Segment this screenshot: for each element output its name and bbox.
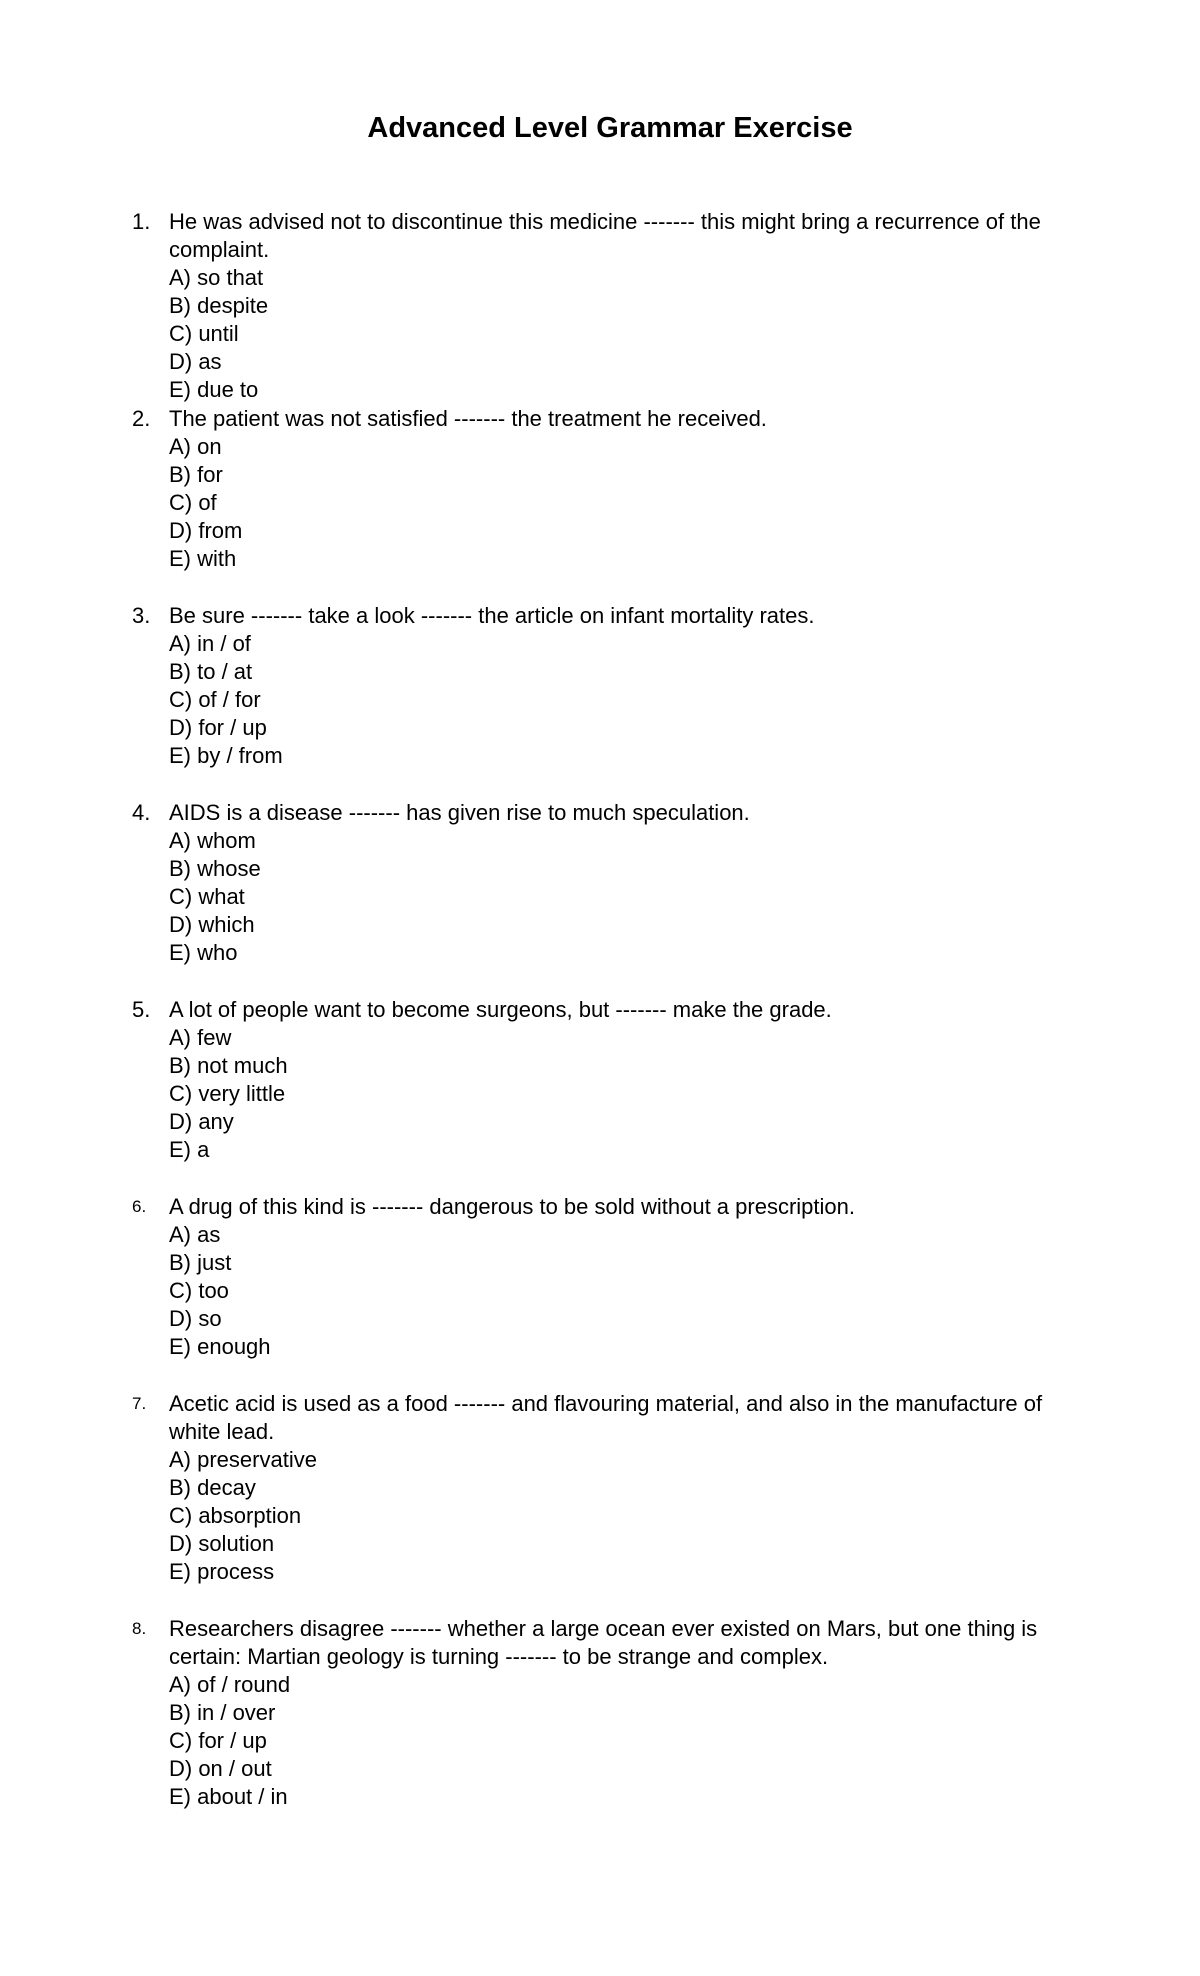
question-number: 1. xyxy=(132,209,151,234)
page-title: Advanced Level Grammar Exercise xyxy=(367,112,853,144)
answer-options xyxy=(169,1446,1079,1586)
question-text: The patient was not satisfied ------- the treatment he received. xyxy=(169,406,767,431)
answer-option-d: D) on / out xyxy=(169,1756,272,1781)
answer-option-e: E) a xyxy=(169,1137,210,1162)
answer-option-e: E) due to xyxy=(169,377,259,402)
answer-option-a: A) as xyxy=(169,1222,221,1247)
answer-option-a: A) on xyxy=(169,434,222,459)
answer-option-d: D) which xyxy=(169,912,255,937)
question-number: 2. xyxy=(132,406,151,431)
answer-options xyxy=(169,1221,1079,1361)
question-number: 8. xyxy=(132,1619,147,1638)
answer-options xyxy=(169,827,1079,967)
answer-option-c: C) too xyxy=(169,1278,229,1303)
answer-option-b: B) whose xyxy=(169,856,261,881)
answer-option-d: D) for / up xyxy=(169,715,267,740)
answer-option-d: D) any xyxy=(169,1109,234,1134)
answer-option-a: A) whom xyxy=(169,828,256,853)
answer-option-a: A) in / of xyxy=(169,631,251,656)
answer-option-c: C) until xyxy=(169,321,239,346)
answer-options xyxy=(169,1024,1079,1164)
answer-option-b: B) not much xyxy=(169,1053,288,1078)
question-text: Acetic acid is used as a food ------- and flavouring material, and also in the manufacture of white lead. xyxy=(169,1391,1043,1444)
question-text: A drug of this kind is ------- dangerous to be sold without a prescription. xyxy=(169,1194,855,1219)
answer-option-e: E) who xyxy=(169,940,238,965)
answer-option-c: C) of / for xyxy=(169,687,261,712)
answer-option-e: E) with xyxy=(169,546,237,571)
question-number: 7. xyxy=(132,1394,147,1413)
answer-option-d: D) so xyxy=(169,1306,222,1331)
question-number: 6. xyxy=(132,1197,147,1216)
answer-option-c: C) absorption xyxy=(169,1503,302,1528)
question-number: 5. xyxy=(132,997,151,1022)
answer-option-b: B) just xyxy=(169,1250,232,1275)
answer-option-d: D) from xyxy=(169,518,243,543)
answer-option-a: A) preservative xyxy=(169,1447,317,1472)
answer-option-b: B) decay xyxy=(169,1475,256,1500)
answer-option-c: C) very little xyxy=(169,1081,286,1106)
answer-option-e: E) about / in xyxy=(169,1784,288,1809)
answer-option-b: B) for xyxy=(169,462,223,487)
question-number: 3. xyxy=(132,603,151,628)
answer-option-e: E) enough xyxy=(169,1334,271,1359)
answer-option-a: A) so that xyxy=(169,265,264,290)
question-text: AIDS is a disease ------- has given rise to much speculation. xyxy=(169,800,750,825)
answer-option-b: B) in / over xyxy=(169,1700,276,1725)
answer-option-e: E) by / from xyxy=(169,743,283,768)
question-text: He was advised not to discontinue this medicine ------- this might bring a recurrence of the complaint. xyxy=(169,209,1041,262)
answer-option-c: C) for / up xyxy=(169,1728,267,1753)
answer-option-c: C) of xyxy=(169,490,217,515)
answer-option-b: B) to / at xyxy=(169,659,253,684)
answer-option-d: D) as xyxy=(169,349,222,374)
answer-option-b: B) despite xyxy=(169,293,269,318)
answer-options xyxy=(169,433,1079,573)
answer-option-a: A) few xyxy=(169,1025,232,1050)
question-text: A lot of people want to become surgeons, but ------- make the grade. xyxy=(169,997,832,1022)
answer-options xyxy=(169,264,1079,404)
answer-option-c: C) what xyxy=(169,884,245,909)
answer-option-d: D) solution xyxy=(169,1531,275,1556)
answer-option-a: A) of / round xyxy=(169,1672,291,1697)
question-text: Be sure ------- take a look ------- the article on infant mortality rates. xyxy=(169,603,815,628)
answer-options xyxy=(169,1671,1079,1811)
question-text: Researchers disagree ------- whether a large ocean ever existed on Mars, but one thing is certain: Martian geology is turning ------- to be strange and complex. xyxy=(169,1616,1038,1669)
answer-option-e: E) process xyxy=(169,1559,275,1584)
answer-options xyxy=(169,630,1079,770)
question-number: 4. xyxy=(132,800,151,825)
